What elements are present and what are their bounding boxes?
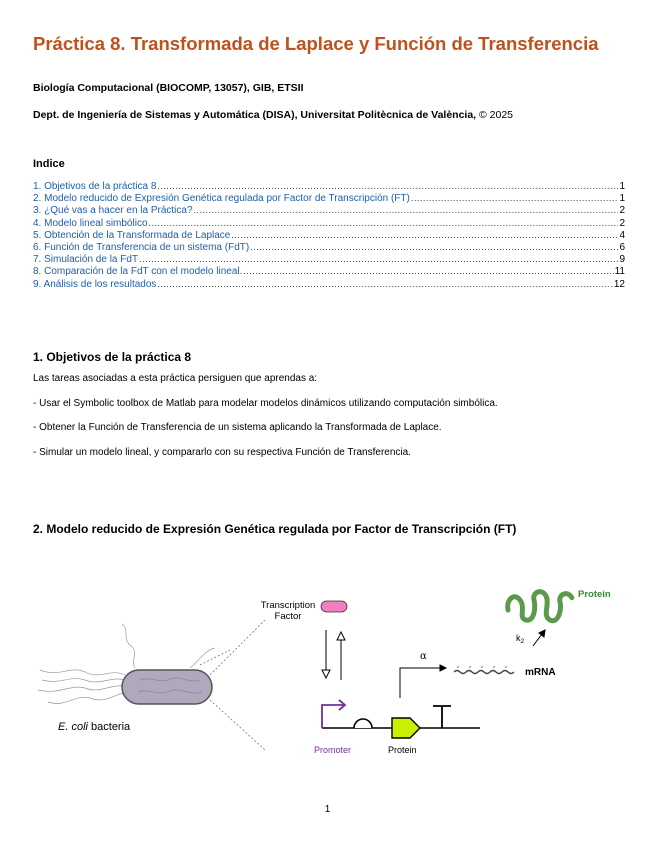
department-line [33, 109, 513, 121]
toc-page: 2 [619, 217, 625, 229]
mrna-label: mRNA [525, 667, 556, 678]
toc-link[interactable]: 5. Obtención de la Transformada de Laplace [33, 229, 231, 241]
toc-heading: Indice [33, 158, 65, 170]
table-of-contents [33, 180, 625, 290]
toc-item[interactable] [33, 229, 625, 241]
ecoli-cell [122, 670, 212, 704]
promoter-arrow [322, 700, 345, 728]
toc-link[interactable]: 2. Modelo reducido de Expresión Genética regulada por Factor de Transcripción (FT) [33, 193, 410, 205]
binding-arrows [322, 630, 345, 680]
section1-bullet: - Usar el Symbolic toolbox de Matlab para modelar modelos dinámicos utilizando computación simbólica. [33, 398, 498, 409]
copyright: © 2025 [476, 109, 514, 121]
section1-heading: 1. Objetivos de la práctica 8 [33, 350, 192, 364]
tf-label-line1: Transcription [260, 600, 316, 611]
toc-link[interactable]: 1. Objetivos de la práctica 8 [33, 181, 157, 192]
protein-gene-shape [392, 718, 420, 738]
toc-item[interactable] [33, 278, 625, 290]
toc-page: 6 [619, 241, 625, 253]
section1-bullet: - Obtener la Función de Transferencia de un sistema aplicando la Transformada de Laplace. [33, 422, 442, 433]
toc-link[interactable]: 7. Simulación de la FdT [33, 254, 139, 266]
toc-page: 4 [619, 229, 625, 241]
toc-page: 9 [619, 254, 625, 266]
toc-page: 1 [619, 181, 625, 192]
toc-page: 2 [619, 205, 625, 217]
protein-top-label: Protein [578, 589, 611, 600]
toc-item[interactable] [33, 253, 625, 265]
department-name: Dept. de Ingeniería de Sistemas y Automática (DISA), Universitat Politècnica de València, [33, 109, 477, 121]
rbs-semicircle [354, 719, 372, 728]
k2-label: $k_2$ [516, 633, 525, 645]
protein-gene-label: Protein [388, 745, 417, 755]
toc-page: 12 [613, 278, 625, 290]
promoter-label: Promoter [314, 745, 352, 755]
toc-link[interactable]: 4. Modelo lineal simbólico [33, 217, 148, 229]
document-title: Práctica 8. Transformada de Laplace y Función de Transferencia [33, 33, 599, 54]
toc-link[interactable]: 3. ¿Qué vas a hacer en la Práctica? [33, 205, 193, 217]
toc-item[interactable] [33, 204, 625, 216]
toc-item[interactable] [33, 217, 625, 229]
toc-page: 1 [619, 193, 625, 205]
toc-page: 11 [614, 266, 625, 278]
protein-chain [508, 592, 572, 621]
toc-link[interactable]: 8. Comparación de la FdT con el modelo lineal. [33, 266, 243, 278]
toc-leader [157, 278, 612, 291]
course-subtitle: Biología Computacional (BIOCOMP, 13057), GIB, ETSII [33, 82, 304, 94]
mrna-strand [454, 671, 514, 674]
tf-label-line2: Factor [274, 611, 302, 622]
toc-link[interactable]: 9. Análisis de los resultados [33, 278, 157, 290]
toc-link[interactable]: 6. Función de Transferencia de un sistema (FdT) [33, 241, 250, 253]
bacteria-label: E. coli bacteria [58, 721, 131, 733]
section2-heading: 2. Modelo reducido de Expresión Genética regulada por Factor de Transcripción (FT) [33, 522, 517, 536]
toc-item[interactable] [33, 241, 625, 253]
toc-item[interactable] [33, 265, 625, 277]
terminator [433, 706, 451, 728]
section1-bullet: - Simular un modelo lineal, y compararlo con su respectiva Función de Transferencia. [33, 447, 411, 458]
section1-intro: Las tareas asociadas a esta práctica persiguen que aprendas a: [33, 373, 318, 384]
gene-expression-figure [30, 580, 630, 765]
page-number: 1 [324, 804, 331, 815]
toc-item[interactable] [33, 180, 625, 192]
toc-item[interactable] [33, 192, 625, 204]
transcription-arrow [400, 665, 446, 698]
transcription-factor-shape [321, 601, 347, 612]
alpha-label: α [420, 651, 427, 662]
translation-arrow [533, 630, 545, 646]
mrna-ticks [458, 666, 506, 668]
